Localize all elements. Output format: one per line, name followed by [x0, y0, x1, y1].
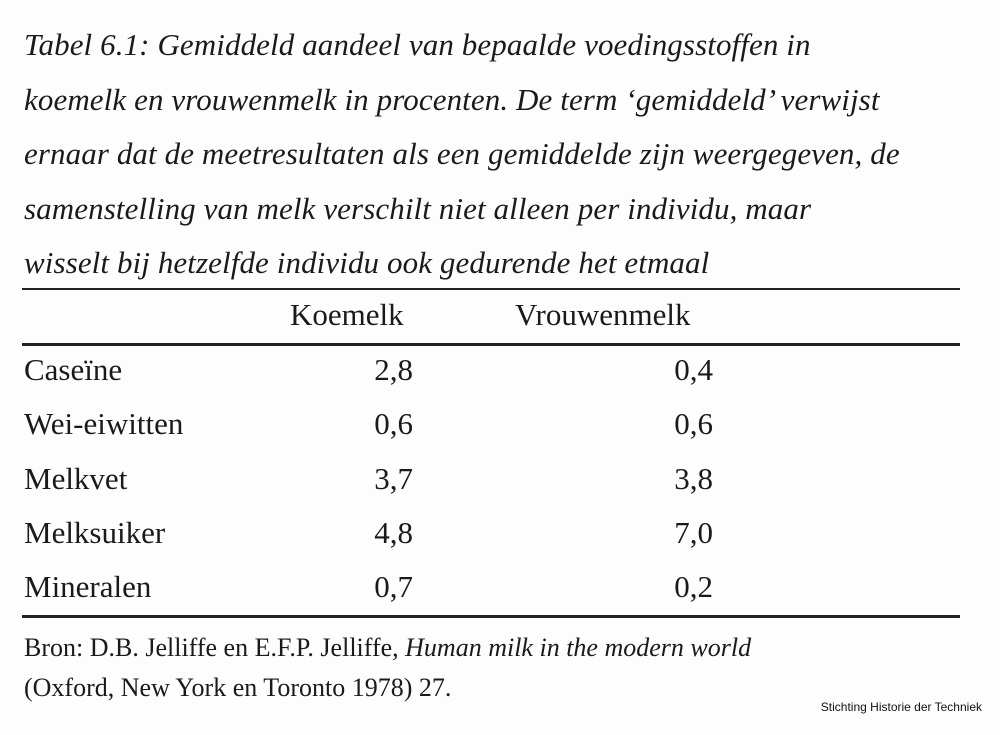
row-label: Wei-eiwitten — [24, 406, 184, 441]
caption-line: koemelk en vrouwenmelk in procenten. De term ‘gemiddeld’ verwijst — [24, 81, 880, 117]
column-header-koemelk: Koemelk — [290, 297, 404, 332]
koemelk-value: 0,6 — [374, 406, 413, 441]
koemelk-value: 0,7 — [374, 569, 413, 604]
table-header-rule — [22, 343, 960, 346]
vrouwenmelk-value: 0,4 — [674, 352, 713, 387]
row-label: Caseïne — [24, 352, 123, 387]
row-label: Melksuiker — [24, 515, 166, 550]
watermark: Stichting Historie der Techniek — [820, 700, 982, 714]
source-line-2: (Oxford, New York en Toronto 1978) 27. — [24, 673, 452, 702]
caption-line: samenstelling van melk verschilt niet alleen per individu, maar — [24, 190, 812, 226]
source-line-1 — [24, 628, 751, 668]
vrouwenmelk-value: 0,6 — [674, 406, 713, 441]
vrouwenmelk-value: 0,2 — [674, 569, 713, 604]
vrouwenmelk-value: 7,0 — [674, 515, 713, 550]
source-citation — [24, 628, 751, 708]
koemelk-value: 3,7 — [374, 461, 413, 496]
column-header-vrouwenmelk: Vrouwenmelk — [515, 297, 691, 332]
source-book-title: Human milk in the modern world — [405, 633, 752, 662]
caption-line: Tabel 6.1: Gemiddeld aandeel van bepaalde voedingsstoffen in — [24, 27, 811, 62]
source-prefix: Bron: D.B. Jelliffe en E.F.P. Jelliffe, — [24, 633, 406, 662]
koemelk-value: 4,8 — [374, 515, 413, 550]
table-top-rule — [22, 288, 960, 290]
row-label: Mineralen — [24, 569, 152, 604]
table-caption — [24, 18, 974, 291]
row-label: Melkvet — [24, 461, 128, 496]
vrouwenmelk-value: 3,8 — [674, 461, 713, 496]
caption-line: wisselt bij hetzelfde individu ook gedurende het etmaal — [24, 245, 710, 280]
caption-line: ernaar dat de meetresultaten als een gemiddelde zijn weergegeven, de — [24, 136, 900, 171]
table-bottom-rule — [22, 615, 960, 618]
koemelk-value: 2,8 — [374, 352, 413, 387]
